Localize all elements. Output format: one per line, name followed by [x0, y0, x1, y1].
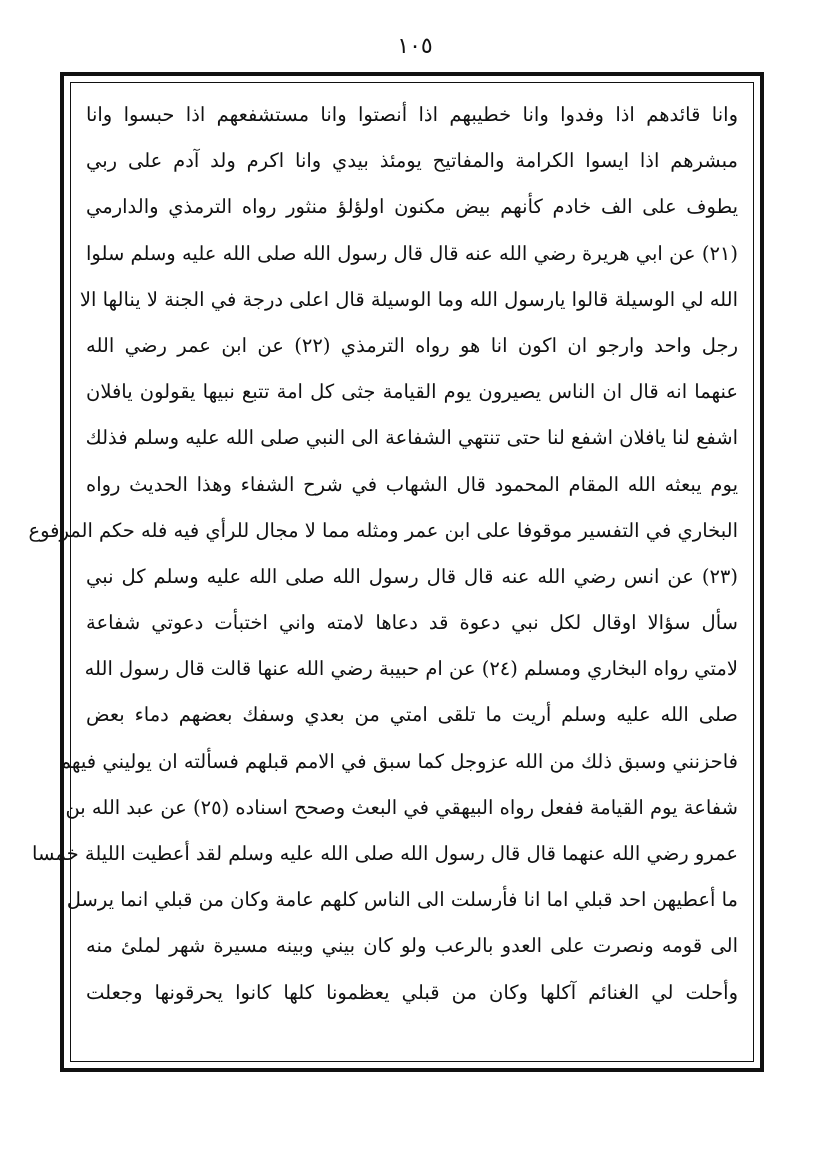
text-line: لامتي رواه البخاري ومسلم (٢٤) عن ام حبيبة رضي الله عنها قالت قال رسول الله [84, 657, 738, 681]
text-line: يطوف على الف خادم كأنهم بيض مكنون اولؤلؤ منثور رواه الترمذي والدارمي [86, 195, 738, 219]
text-line: (٢٣) عن انس رضي الله عنه قال قال رسول الله صلى الله عليه وسلم كل نبي [86, 564, 738, 588]
text-line: عنهما انه قال ان الناس يصيرون يوم القيامة جثى كل امة تتبع نبيها يقولون يافلان [86, 380, 738, 404]
text-line: اشفع لنا يافلان اشفع لنا حتى تنتهي الشفاعة الى النبي صلى الله عليه وسلم فذلك [85, 426, 738, 450]
body-text [28, 92, 738, 1052]
page-number: ١٠٥ [397, 34, 433, 59]
text-line: رجل واحد وارجو ان اكون انا هو رواه الترمذي (٢٢) عن ابن عمر رضي الله [86, 333, 738, 357]
text-line: سأل سؤالا اوقال لكل نبي دعوة قد دعاها لامته واني اختبأت دعوتي شفاعة [86, 611, 738, 635]
text-line: الى قومه ونصرت على العدو بالرعب ولو كان بيني وبينه مسيرة شهر لملئ منه [86, 934, 738, 958]
text-line: فاحزنني وسبق ذلك من الله عزوجل كما سبق في الامم قبلهم فسألته ان يوليني فيهم [58, 749, 738, 773]
text-line: ما أعطيهن احد قبلي اما انا فأرسلت الى الناس كلهم عامة وكان من قبلي انما يرسل [66, 888, 738, 912]
text-line: وانا قائدهم اذا وفدوا وانا خطيبهم اذا أنصتوا وانا مستشفعهم اذا حبسوا وانا [86, 103, 738, 126]
text-line: البخاري في التفسير موقوفا على ابن عمر ومثله مما لا مجال للرأي فيه فله حكم المرفوع [28, 518, 738, 542]
text-line: يوم يبعثه الله المقام المحمود قال الشهاب في شرح الشفاء وهذا الحديث رواه [86, 472, 738, 496]
text-line: الله لي الوسيلة قالوا يارسول الله وما الوسيلة قال اعلى درجة في الجنة لا ينالها الا [79, 287, 738, 311]
text-line: عمرو رضي الله عنهما قال قال رسول الله صلى الله عليه وسلم لقد أعطيت الليلة خمسا [32, 842, 738, 865]
text-line: وأحلت لي الغنائم آكلها وكان من قبلي يعظمونا كلها كانوا يحرقونها وجعلت [86, 980, 738, 1004]
text-line: مبشرهم اذا ايسوا الكرامة والمفاتيح يومئذ بيدي وانا اكرم ولد آدم على ربي [86, 149, 738, 173]
text-line: (٢١) عن ابي هريرة رضي الله عنه قال قال رسول الله صلى الله عليه وسلم سلوا [86, 241, 738, 265]
text-line: شفاعة يوم القيامة ففعل رواه البيهقي في البعث وصحح اسناده (٢٥) عن عبد الله بن [65, 795, 738, 819]
text-line: صلى الله عليه وسلم أريت ما تلقى امتي من بعدي وسفك بعضهم دماء بعض [86, 703, 738, 727]
